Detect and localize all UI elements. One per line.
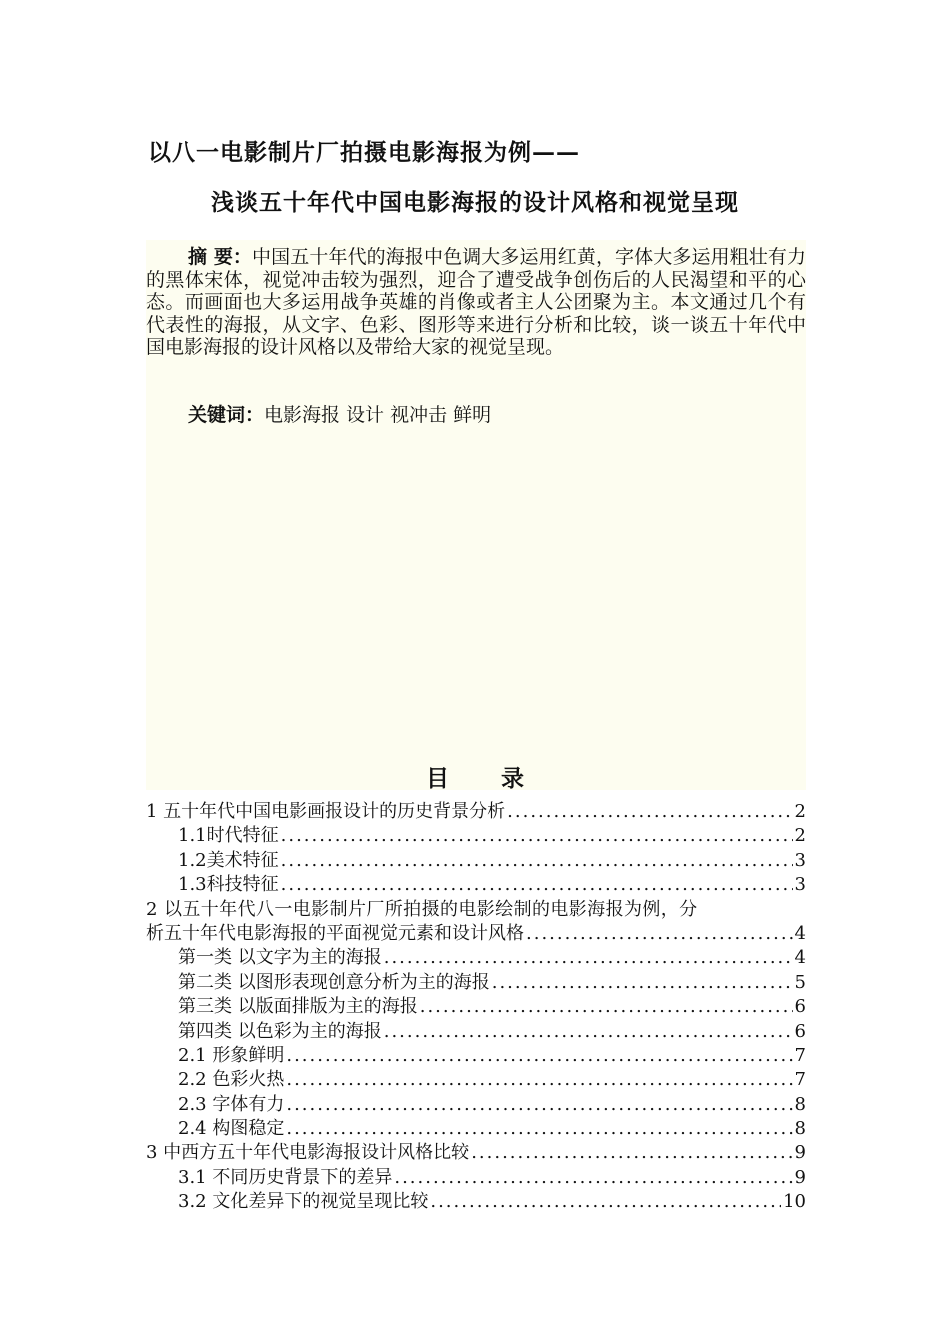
toc-leader-dots — [526, 923, 793, 943]
toc-page-number: 9 — [794, 1166, 806, 1188]
document-title-line-1: 以八一电影制片厂拍摄电影海报为例—— — [148, 139, 580, 166]
toc-entry-text: 3.2 文化差异下的视觉呈现比较 — [178, 1191, 429, 1212]
abstract-paragraph — [146, 246, 806, 359]
toc-page-number: 2 — [794, 825, 806, 846]
toc-entry-text: 2.3 字体有力 — [178, 1093, 285, 1115]
toc-entry-text: 3.1 不同历史背景下的差异 — [178, 1166, 393, 1188]
toc-heading-char-1: 目 — [426, 765, 449, 792]
toc-leader-dots — [384, 1021, 793, 1041]
toc-page-number: 4 — [794, 947, 806, 968]
toc-entry-text: 3 中西方五十年代电影海报设计风格比较 — [146, 1142, 470, 1163]
toc-page-number: 6 — [794, 996, 806, 1017]
toc-leader-dots — [384, 947, 793, 967]
toc-page-number: 6 — [794, 1020, 806, 1041]
keywords-line — [188, 400, 491, 427]
toc-leader-dots — [286, 1094, 792, 1114]
toc-entry-2-line-1[interactable]: 2 以五十年代八一电影制片厂所拍摄的电影绘制的电影海报为例，分 — [146, 898, 698, 920]
toc-leader-dots — [281, 850, 793, 870]
toc-heading-char-2: 录 — [501, 765, 524, 792]
toc-page-number: 8 — [794, 1118, 806, 1139]
toc-page-number: 10 — [783, 1191, 806, 1212]
keywords-text: 电影海报 设计 视冲击 鲜明 — [264, 404, 492, 426]
toc-entry-text: 析五十年代电影海报的平面视觉元素和设计风格 — [146, 922, 524, 944]
toc-entry-2-4[interactable] — [146, 1114, 806, 1138]
toc-page-number: 7 — [794, 1069, 806, 1090]
toc-page-number: 2 — [794, 801, 806, 822]
toc-entry-text: 第一类 以文字为主的海报 — [178, 947, 382, 968]
toc-leader-dots — [420, 996, 793, 1016]
toc-leader-dots — [471, 1142, 792, 1162]
table-of-contents — [146, 797, 806, 1212]
keywords-label: 关键词： — [188, 404, 265, 426]
toc-entry-1-2[interactable] — [146, 846, 806, 870]
toc-entry-3[interactable] — [146, 1138, 806, 1162]
toc-leader-dots — [286, 1069, 792, 1089]
toc-page-number: 9 — [794, 1142, 806, 1163]
abstract-label: 摘 要： — [188, 246, 253, 268]
toc-page-number: 4 — [794, 922, 806, 944]
toc-entry-category-3[interactable] — [146, 992, 806, 1016]
toc-leader-dots — [286, 1118, 792, 1138]
toc-entry-2-1[interactable] — [146, 1041, 806, 1065]
toc-entry-text: 1 五十年代中国电影画报设计的历史背景分析 — [146, 801, 506, 822]
toc-entry-text: 第二类 以图形表现创意分析为主的海报 — [178, 971, 490, 993]
toc-page-number: 5 — [794, 971, 806, 993]
toc-entry-3-1[interactable] — [146, 1163, 806, 1187]
toc-entry-category-1[interactable] — [146, 943, 806, 967]
toc-entry-2-3[interactable] — [146, 1090, 806, 1114]
document-title-line-2: 浅谈五十年代中国电影海报的设计风格和视觉呈现 — [211, 189, 739, 216]
toc-leader-dots — [286, 1045, 792, 1065]
toc-entry-2-2[interactable] — [146, 1065, 806, 1089]
toc-entry-text: 1.1时代特征 — [178, 825, 279, 846]
toc-entry-text: 2.4 构图稳定 — [178, 1118, 285, 1139]
toc-entry-1-1[interactable] — [146, 821, 806, 845]
toc-leader-dots — [492, 972, 793, 992]
toc-entry-text: 第四类 以色彩为主的海报 — [178, 1020, 382, 1041]
toc-entry-1-3[interactable] — [146, 870, 806, 894]
toc-entry-text: 第三类 以版面排版为主的海报 — [178, 996, 418, 1017]
toc-entry-category-4[interactable] — [146, 1017, 806, 1041]
toc-entry-text: 1.2美术特征 — [178, 849, 279, 871]
toc-entry-1[interactable] — [146, 797, 806, 821]
toc-entry-category-2[interactable] — [146, 968, 806, 992]
toc-leader-dots — [394, 1167, 792, 1187]
toc-entry-3-2[interactable] — [146, 1187, 806, 1211]
toc-heading — [0, 760, 950, 793]
toc-page-number: 3 — [794, 874, 806, 895]
toc-page-number: 7 — [794, 1044, 806, 1066]
toc-entry-2[interactable] — [146, 919, 806, 943]
toc-entry-text: 2.1 形象鲜明 — [178, 1044, 285, 1066]
toc-leader-dots — [281, 825, 793, 845]
toc-entry-text: 1.3科技特征 — [178, 874, 279, 895]
toc-page-number: 3 — [794, 849, 806, 871]
toc-page-number: 8 — [794, 1093, 806, 1115]
toc-leader-dots — [507, 801, 792, 821]
toc-entry-text: 2.2 色彩火热 — [178, 1069, 285, 1090]
abstract-text: 中国五十年代的海报中色调大多运用红黄，字体大多运用粗壮有力的黑体宋体，视觉冲击较为强烈，迎合了遭受战争创伤后的人民渴望和平的心态。而画面也大多运用战争英雄的肖像或者主人公团聚为主。本文通过几个有代表性的海报，从文字、色彩、图形等来进行分析和比较，谈一谈五十年代中国电影海报的设计风格以及带给大家的视觉呈现。 — [146, 246, 806, 358]
toc-leader-dots — [430, 1191, 781, 1211]
toc-leader-dots — [281, 874, 793, 894]
